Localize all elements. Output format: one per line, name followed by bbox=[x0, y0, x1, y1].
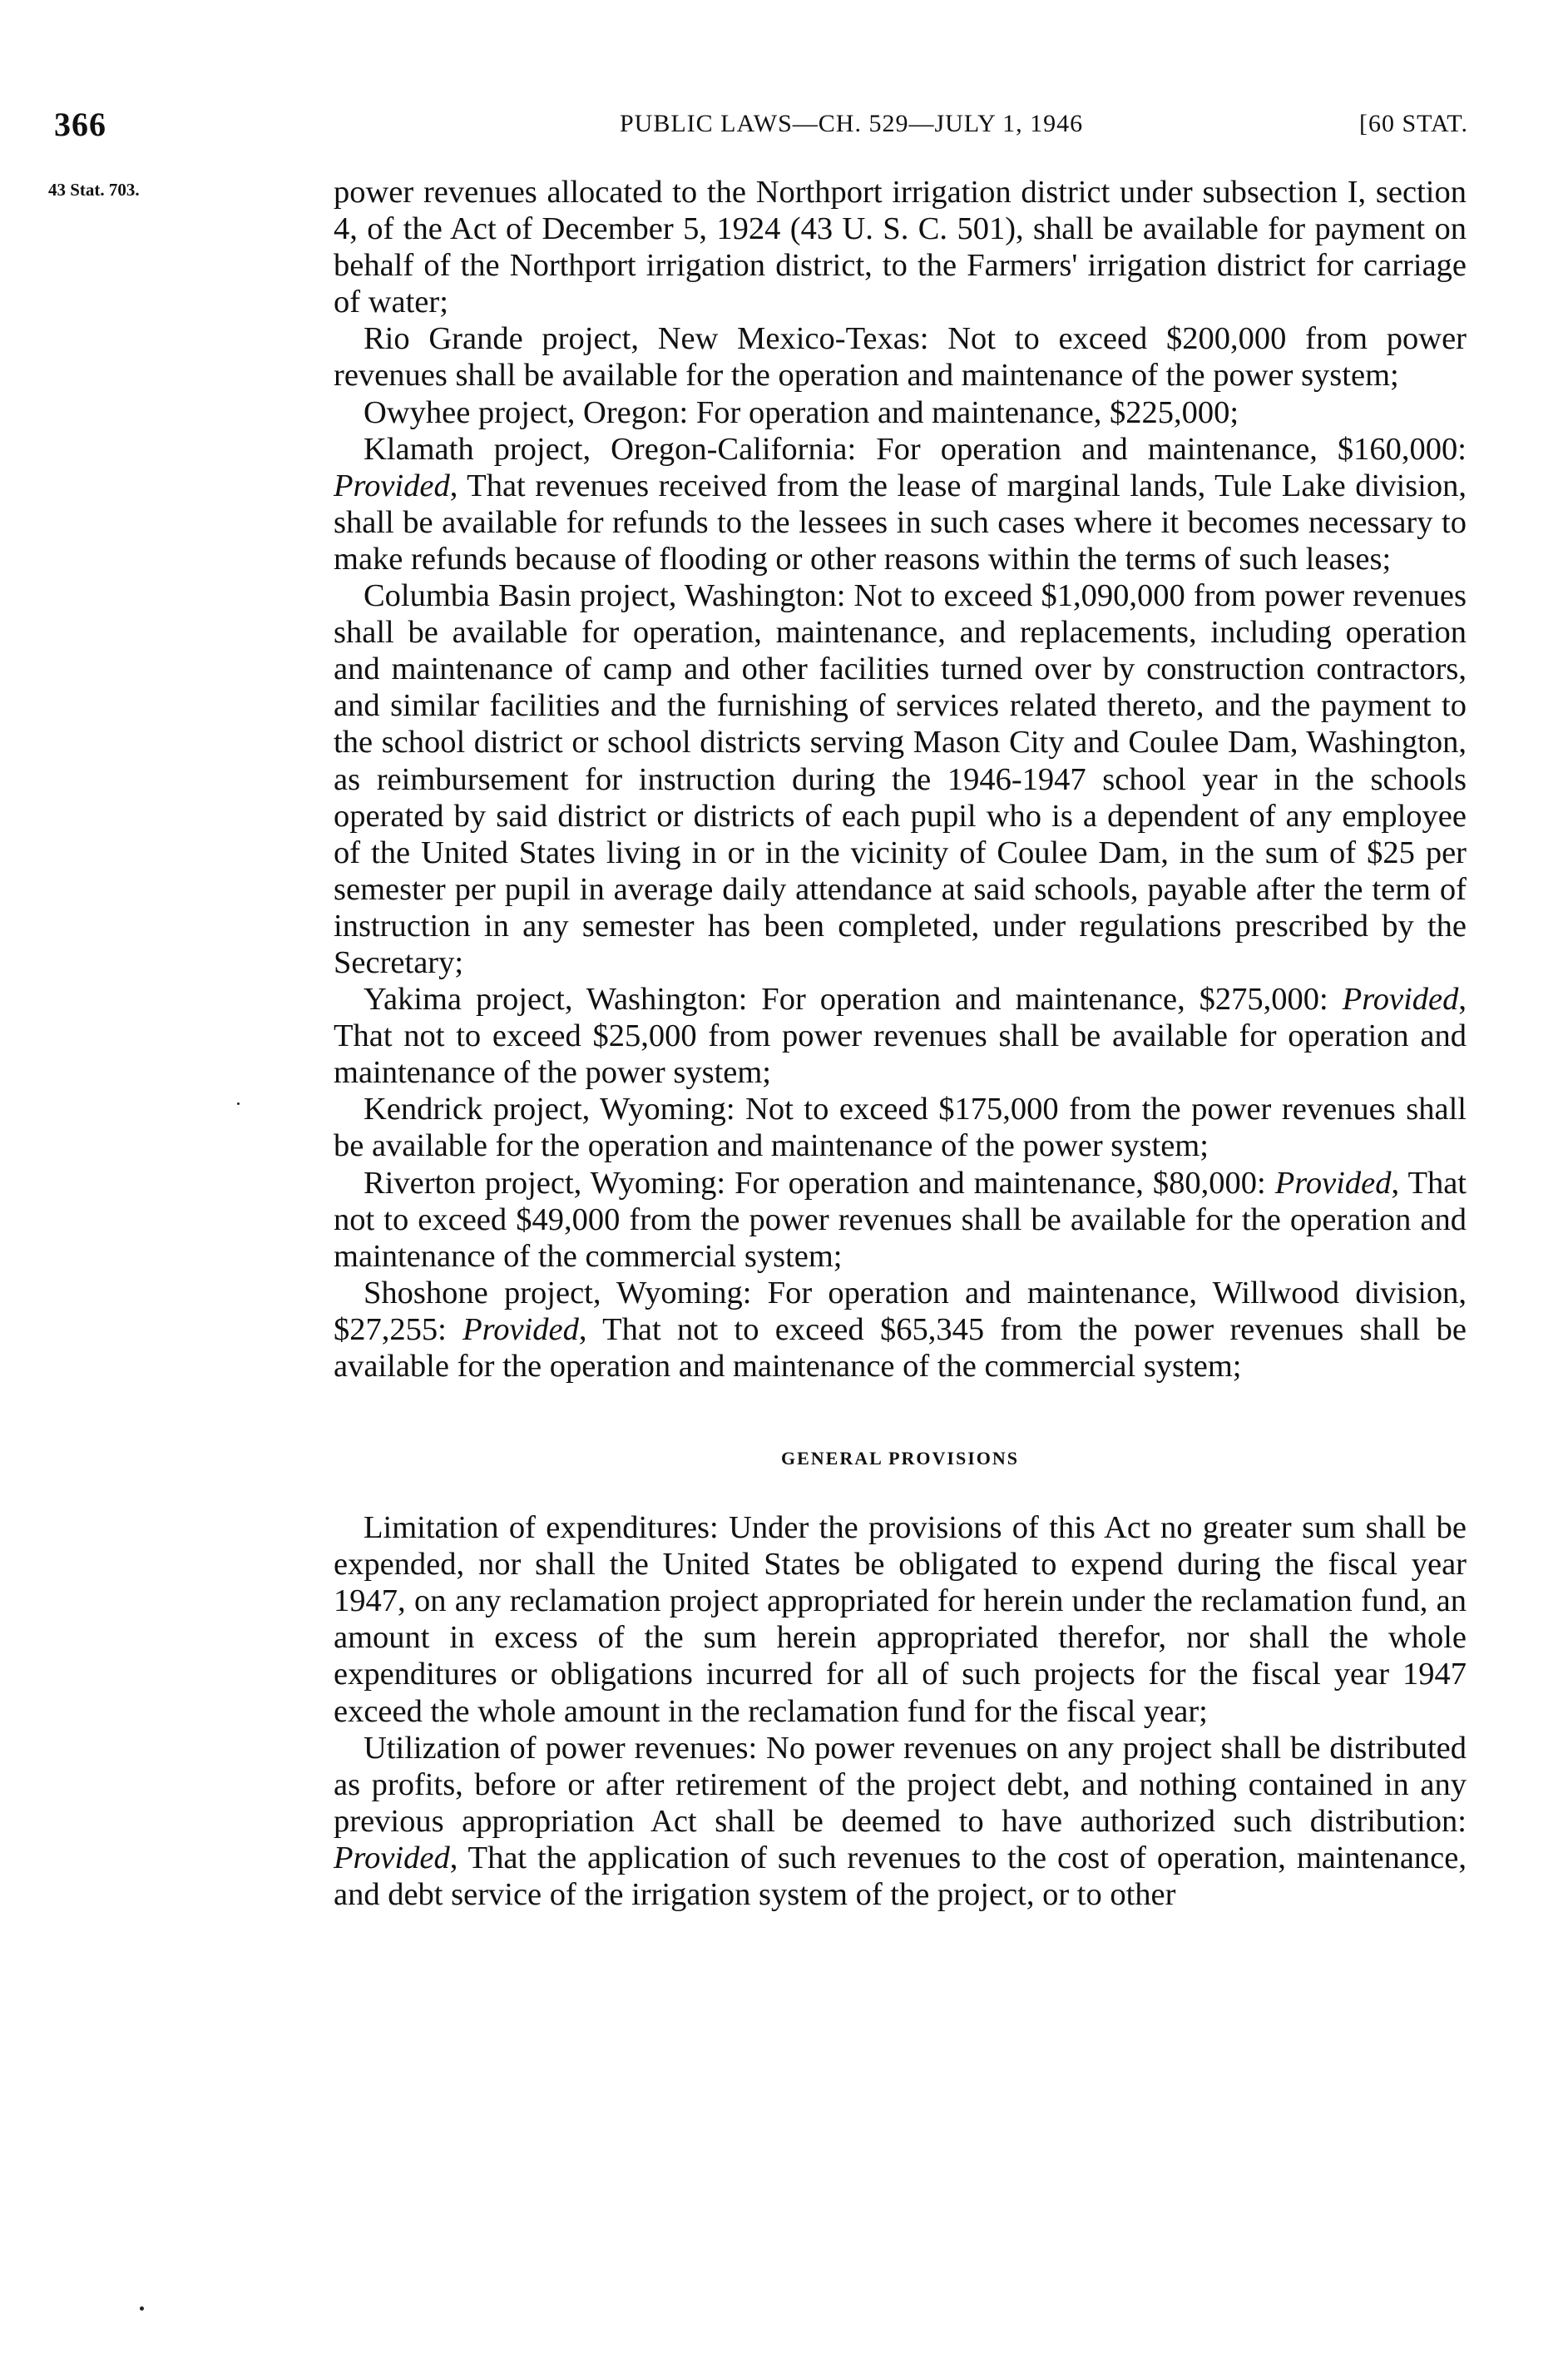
paragraph-tail: , That not to exceed $49,000 from the power revenues shall be available for the operation and maintenance of the commercial system; bbox=[334, 1165, 1467, 1274]
paragraph-tail: , That not to exceed $25,000 from power revenues shall be available for operation and maintenance of the power system; bbox=[334, 982, 1467, 1091]
paragraph-lead: Klamath project, Oregon-California: For operation and maintenance, $160,000: bbox=[364, 431, 1467, 467]
paragraph-rio-grande-project: Rio Grande project, New Mexico-Texas: Not to exceed $200,000 from power revenues shall be available for the operation and maintenance of the power system; bbox=[334, 321, 1467, 394]
paragraph-riverton-project bbox=[334, 1165, 1467, 1275]
proviso-word: Provided bbox=[462, 1311, 579, 1347]
stray-ink-mark bbox=[237, 1102, 240, 1105]
proviso-word: Provided bbox=[334, 1840, 450, 1875]
page-header bbox=[54, 105, 1468, 141]
paragraph-lead: Shoshone project, Wyoming: For operation and maintenance, Willwood division, $27,255: bbox=[334, 1275, 1467, 1347]
paragraph-shoshone-project bbox=[334, 1275, 1467, 1385]
paragraph-lead: Riverton project, Wyoming: For operation and maintenance, $80,000: bbox=[364, 1165, 1275, 1201]
paragraph-tail: , That the application of such revenues to the cost of operation, maintenance, and debt service of the irrigation system of the project, or to other bbox=[334, 1840, 1467, 1913]
section-heading: GENERAL PROVISIONS bbox=[780, 1448, 1019, 1469]
volume-reference: [60 STAT. bbox=[1358, 110, 1468, 137]
paragraph-utilization-of-power-revenues bbox=[334, 1730, 1467, 1913]
paragraph-lead: Utilization of power revenues: No power revenues on any project shall be distributed as profits, before or after retirement of the project debt, and nothing contained in any previous appropriation Act shall be deemed to have authorized such distribution: bbox=[334, 1730, 1467, 1839]
paragraph-lead: Yakima project, Washington: For operation and maintenance, $275,000: bbox=[364, 982, 1343, 1018]
proviso-word: Provided bbox=[334, 468, 450, 503]
paragraph-kendrick-project: Kendrick project, Wyoming: Not to exceed $175,000 from the power revenues shall be available for the operation and maintenance of the power system; bbox=[334, 1092, 1467, 1164]
paragraph-yakima-project bbox=[334, 981, 1467, 1091]
paragraph-tail: , That revenues received from the lease of marginal lands, Tule Lake division, shall be available for refunds to the lessees in such cases where it becomes necessary to make refunds because of flooding or other reasons within the terms of such leases; bbox=[334, 468, 1467, 577]
paragraph-northport-continuation: power revenues allocated to the Northport irrigation district under subsection I, section 4, of the Act of December 5, 1924 (43 U. S. C. 501), shall be available for payment on behalf of the Northport irrigation district, to the Farmers' irrigation district for carriage of water; bbox=[334, 175, 1467, 320]
page-number: 366 bbox=[54, 106, 106, 143]
proviso-word: Provided bbox=[1274, 1165, 1392, 1201]
paragraph-owyhee-project: Owyhee project, Oregon: For operation and maintenance, $225,000; bbox=[364, 394, 1239, 430]
stray-ink-mark bbox=[140, 2306, 144, 2311]
paragraph-limitation-of-expenditures: Limitation of expenditures: Under the provisions of this Act no greater sum shall be expended, nor shall the United States be obligated to expend during the fiscal year 1947, on any reclamation project appropriated for herein under the reclamation fund, an amount in excess of the sum herein appropriated therefor, nor shall the whole expenditures or obligations incurred for all of such projects for the fiscal year 1947 exceed the whole amount in the reclamation fund for the fiscal year; bbox=[334, 1510, 1467, 1729]
proviso-word: Provided bbox=[1342, 982, 1459, 1018]
paragraph-columbia-basin-project: Columbia Basin project, Washington: Not to exceed $1,090,000 from power revenues shall be available for operation, maintenance, and replacements, including operation and maintenance of camp and other facilities turned over by construction contractors, and similar facilities and the furnishing of services related thereto, and the payment to the school district or school districts serving Mason City and Coulee Dam, Washington, as reimbursement for instruction during the 1946-1947 school year in the schools operated by said district or districts of each pupil who is a dependent of any employee of the United States living in or in the vicinity of Coulee Dam, in the sum of $25 per semester per pupil in average daily attendance at said schools, payable after the term of instruction in any semester has been completed, under regulations prescribed by the Secretary; bbox=[334, 578, 1467, 980]
paragraph-klamath-project bbox=[334, 431, 1467, 577]
margin-citation: 43 Stat. 703. bbox=[48, 180, 140, 200]
statute-body bbox=[334, 174, 1467, 1913]
paragraph-tail: , That not to exceed $65,345 from the power revenues shall be available for the operation and maintenance of the commercial system; bbox=[334, 1311, 1467, 1384]
running-head: PUBLIC LAWS—CH. 529—JULY 1, 1946 bbox=[620, 110, 1084, 137]
